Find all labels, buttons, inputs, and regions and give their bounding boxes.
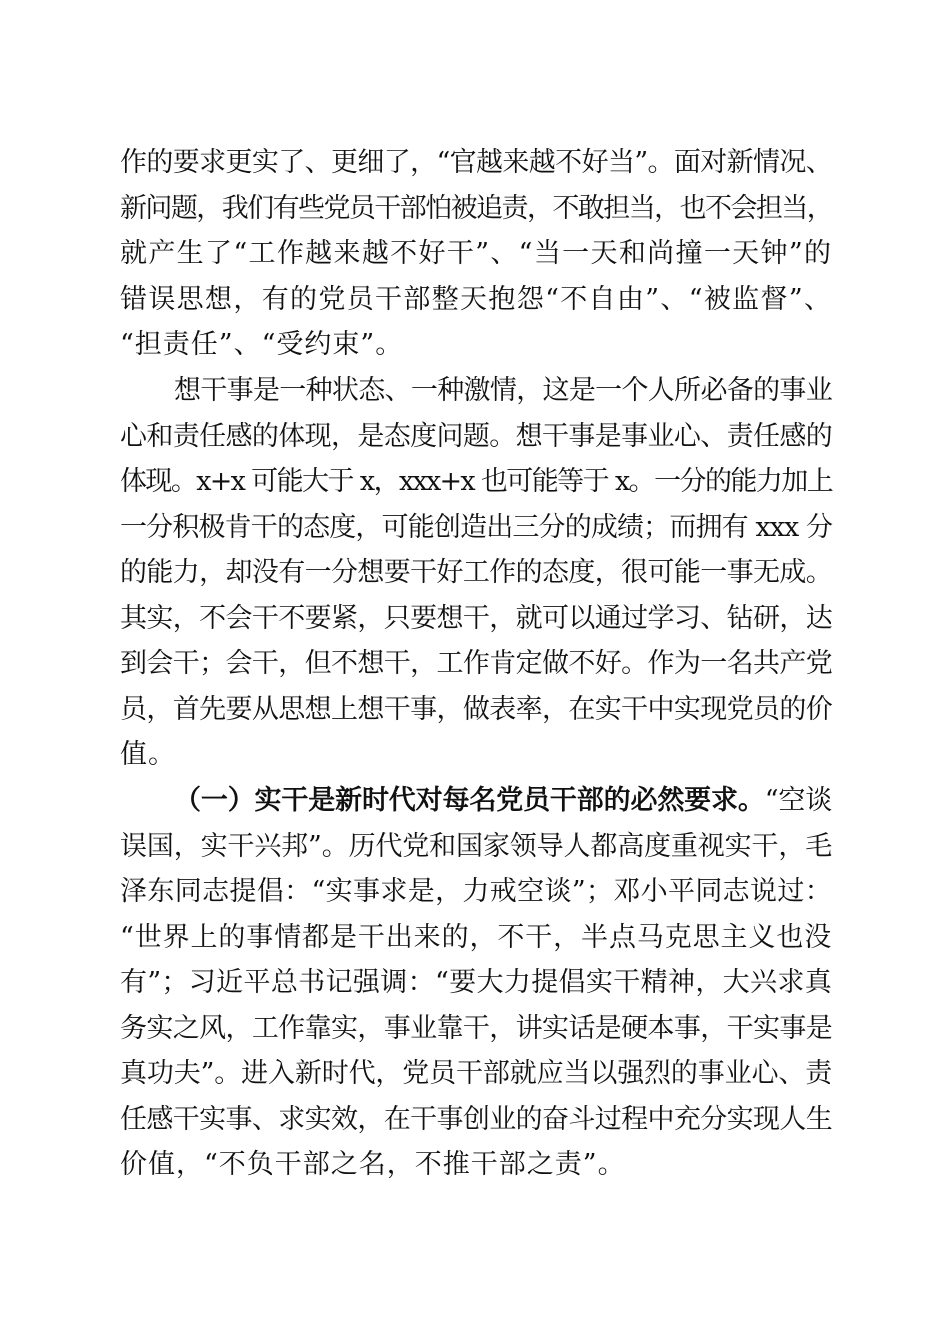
paragraph-line: 真功夫”。进入新时代，党员干部就应当以强烈的事业心、责 — [120, 1058, 832, 1089]
paragraph-line: 值。 — [120, 739, 176, 770]
paragraph-line: 新问题，我们有些党员干部怕被追责，不敢担当，也不会担当， — [120, 192, 832, 224]
section-heading-line — [120, 778, 832, 824]
paragraph-3 — [120, 778, 832, 1188]
paragraph-line: “世界上的事情都是干出来的，不干，半点马克思主义也没 — [120, 921, 832, 953]
paragraph-line: 价值，“不负干部之名，不推干部之责”。 — [120, 1149, 626, 1180]
paragraph-line: 作的要求更实了、更细了，“官越来越不好当”。面对新情况、 — [120, 147, 832, 178]
section-heading: （一）实干是新时代对每名党员干部的必然要求。 — [174, 785, 765, 816]
paragraph-line: 就产生了“工作越来越不好干”、“当一天和尚撞一天钟”的 — [120, 238, 832, 269]
paragraph-line: 误国，实干兴邦”。历代党和国家领导人都高度重视实干，毛 — [120, 830, 832, 862]
paragraph-line: 错误思想，有的党员干部整天抱怨“不自由”、“被监督”、 — [120, 283, 832, 315]
paragraph-line: 体现。x+x 可能大于 x，xxx+x 也可能等于 x。一分的能力加上 — [120, 466, 832, 497]
paragraph-line: 心和责任感的体现，是态度问题。想干事是事业心、责任感的 — [120, 420, 832, 452]
paragraph-line: 员，首先要从思想上想干事，做表率，在实干中实现党员的价 — [120, 693, 832, 725]
paragraph-line: “担责任”、“受约束”。 — [120, 329, 404, 360]
paragraph-line: 有”；习近平总书记强调：“要大力提倡实干精神，大兴求真 — [120, 967, 832, 998]
paragraph-line: 到会干；会干，但不想干，工作肯定做不好。作为一名共产党 — [120, 648, 832, 679]
paragraph-line: 务实之风，工作靠实，事业靠干，讲实话是硬本事，干实事是 — [120, 1012, 832, 1044]
paragraph-line: 其实，不会干不要紧，只要想干，就可以通过学习、钻研，达 — [120, 602, 832, 634]
paragraph-line: 想干事是一种状态、一种激情，这是一个人所必备的事业 — [174, 375, 832, 406]
paragraph-line: 一分积极肯干的态度，可能创造出三分的成绩；而拥有 xxx 分 — [120, 511, 832, 543]
paragraph-line: 泽东同志提倡：“实事求是，力戒空谈”；邓小平同志说过： — [120, 876, 832, 907]
heading-line-rest: “空谈 — [764, 785, 832, 816]
paragraph-1 — [120, 140, 832, 368]
paragraph-line: 的能力，却没有一分想要干好工作的态度，很可能一事无成。 — [120, 557, 832, 588]
paragraph-2 — [120, 368, 832, 778]
paragraph-line: 任感干实事、求实效，在干事创业的奋斗过程中充分实现人生 — [120, 1103, 832, 1135]
